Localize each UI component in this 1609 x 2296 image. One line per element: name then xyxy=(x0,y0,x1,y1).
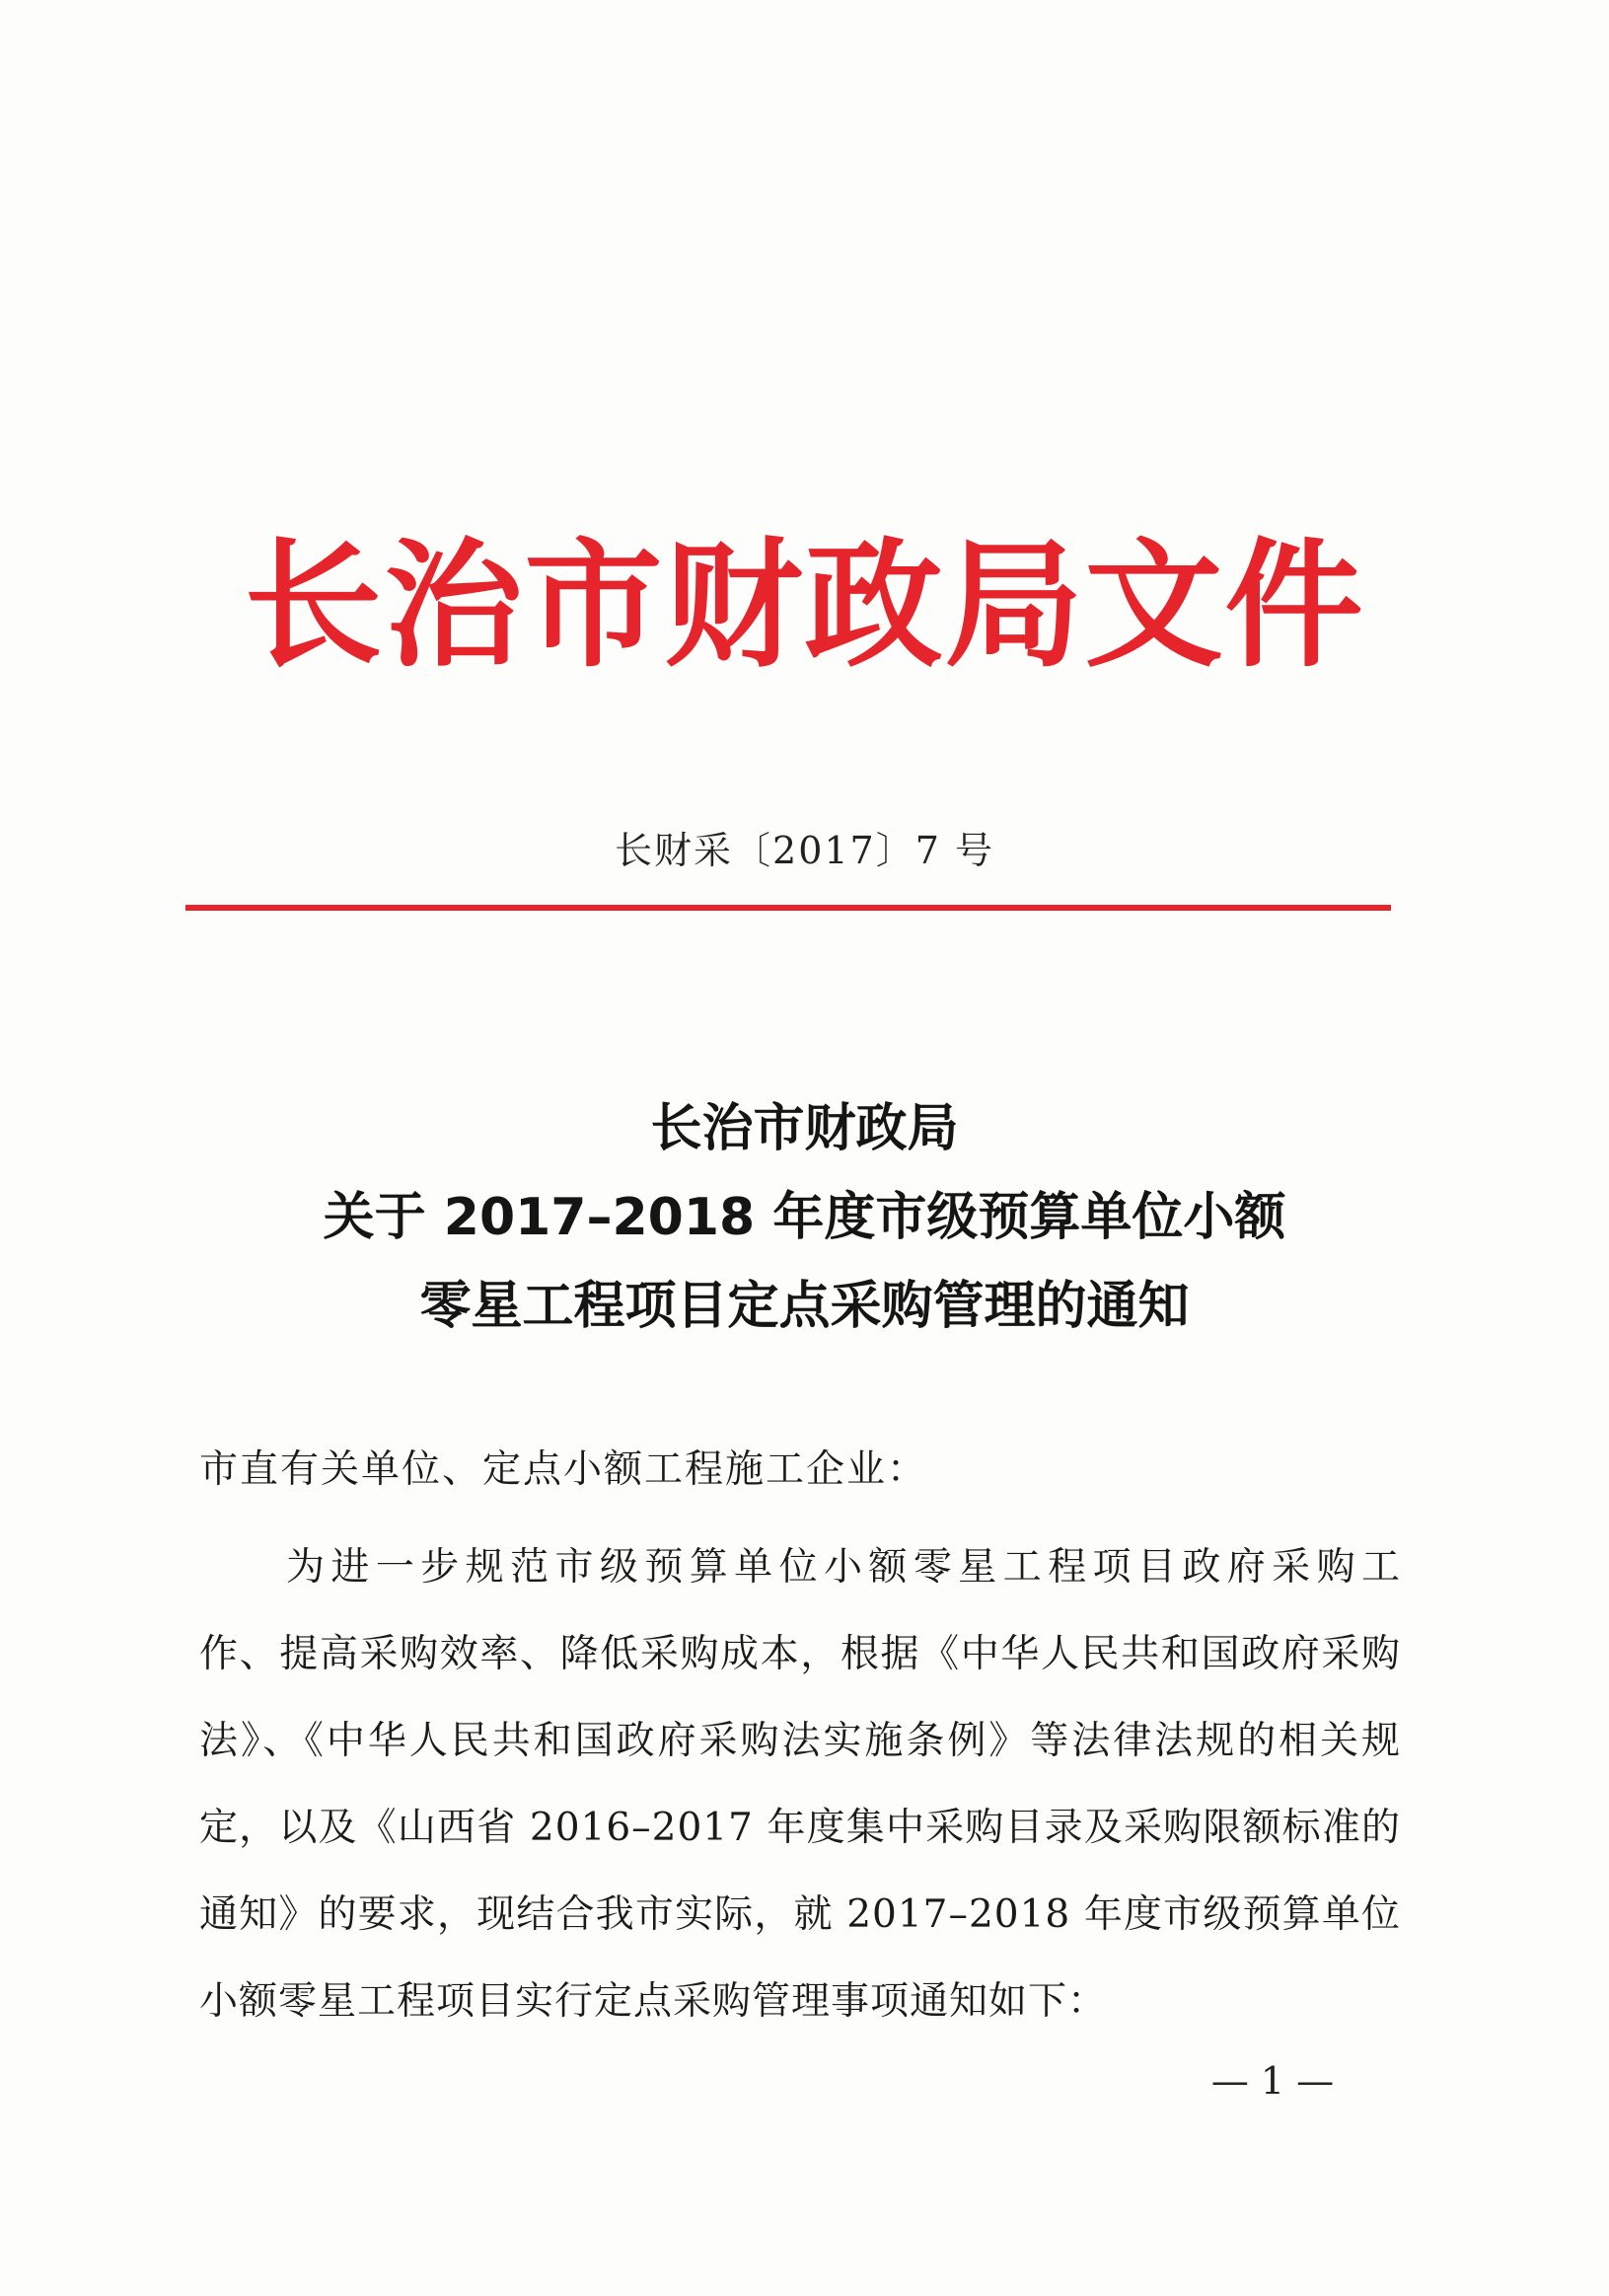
body-line: 为进一步规范市级预算单位小额零星工程项目政府采购工 xyxy=(286,1545,1401,1590)
notice-title-line-2: 关于 2017–2018 年度市级预算单位小额 xyxy=(323,1188,1286,1247)
body-line: 作、提高采购效率、降低采购成本，根据《中华人民共和国政府采购 xyxy=(199,1632,1401,1676)
salutation: 市直有关单位、定点小额工程施工企业： xyxy=(199,1447,928,1492)
document-masthead: 长治市财政局文件 xyxy=(244,526,1365,687)
red-divider-rule xyxy=(185,905,1391,911)
notice-title-line-1: 长治市财政局 xyxy=(650,1099,959,1158)
body-paragraph xyxy=(199,1524,1401,2045)
document-number: 长财采〔2017〕7 号 xyxy=(615,829,994,872)
body-line: 定，以及《山西省 2016–2017 年度集中采购目录及采购限额标准的 xyxy=(199,1806,1401,1850)
notice-title-line-3: 零星工程项目定点采购管理的通知 xyxy=(419,1277,1190,1336)
body-line: 小额零星工程项目实行定点采购管理事项通知如下： xyxy=(199,1979,1108,2024)
page-number: — 1 — xyxy=(1210,2059,1335,2103)
body-line: 通知》的要求，现结合我市实际，就 2017–2018 年度市级预算单位 xyxy=(199,1892,1401,1937)
body-line: 法》、《中华人民共和国政府采购法实施条例》等法律法规的相关规 xyxy=(199,1719,1401,1763)
